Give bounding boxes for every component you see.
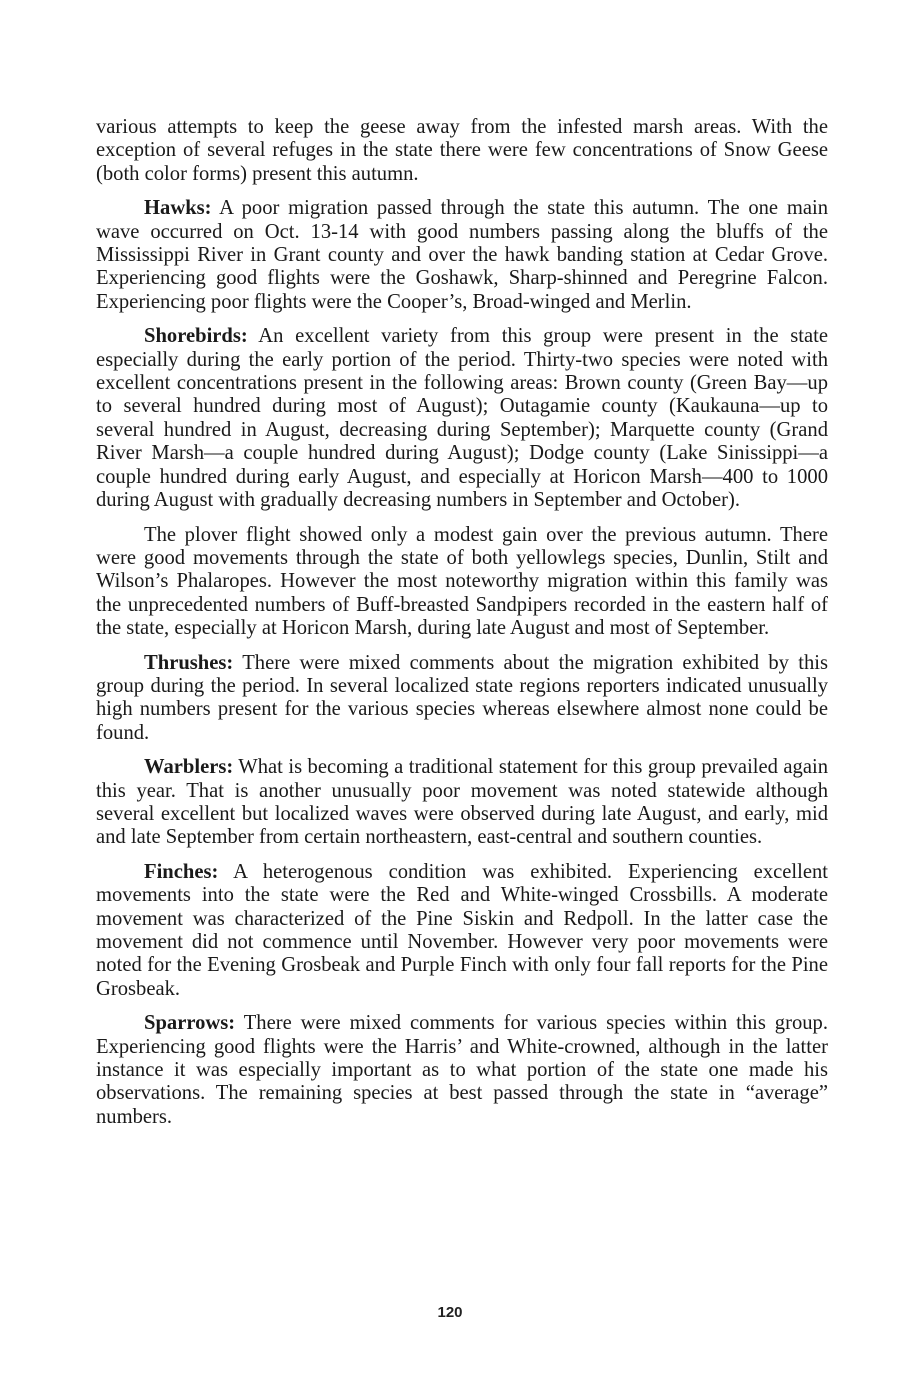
paragraph-thrushes <box>96 652 828 746</box>
heading-hawks: Hawks: <box>144 197 212 220</box>
paragraph-text: A heterogenous condition was exhibited. Experiencing excellent movements into the state were the Red and White-winged Crossbills. A moderate movement was characterized of the Pine Siskin and Redpoll. In the latter case the movement did not commence until November. However very poor movements were noted for the Evening Grosbeak and Purple Finch with only four fall reports for the Pine Grosbeak. <box>96 860 828 1000</box>
paragraph-text: various attempts to keep the geese away from the infested marsh areas. With the exception of several refuges in the state there were few concentrations of Snow Geese (both color forms) present this autumn. <box>96 116 828 185</box>
heading-finches: Finches: <box>144 860 219 883</box>
paragraph-finches <box>96 861 828 1001</box>
heading-sparrows: Sparrows: <box>144 1012 236 1035</box>
paragraph-warblers <box>96 756 828 850</box>
paragraph-text: An excellent variety from this group were present in the state especially during the early portion of the period. Thirty-two species were noted with excellent concentrations present in the following areas: Brown county (Green Bay—up to several hundred during most of August); Outagamie county (Kaukauna—up to several hundred in August, decreasing during September); Marquette county (Grand River Marsh—a couple hundred during August); Dodge county (Lake Sinissippi—a couple hundred during early August, and especially at Horicon Marsh—400 to 1000 during August with gradually decreasing numbers in September and October). <box>96 325 828 512</box>
heading-shorebirds: Shorebirds: <box>144 325 248 348</box>
heading-thrushes: Thrushes: <box>144 651 234 674</box>
paragraph-text: There were mixed comments about the migration exhibited by this group during the period. In several localized state regions reporters indicated unusually high numbers present for the various species whereas elsewhere almost none could be found. <box>96 651 828 744</box>
body-text <box>96 116 828 1129</box>
heading-warblers: Warblers: <box>144 756 234 779</box>
paragraph-text: The plover flight showed only a modest gain over the previous autumn. There were good movements through the state of both yellowlegs species, Dunlin, Stilt and Wilson’s Phalaropes. However the most noteworthy migration within this family was the unprecedented numbers of Buff-breasted Sandpipers recorded in the eastern half of the state, especially at Horicon Marsh, during late August and most of September. <box>96 523 828 640</box>
paragraph-sparrows <box>96 1012 828 1129</box>
paragraph-snow-geese <box>96 116 828 186</box>
paragraph-text: What is becoming a traditional statement for this group prevailed again this year. That is another unusually poor movement was noted statewide although several excellent but localized waves were observed during late August, and early, mid and late September from certain northeastern, east-central and southern counties. <box>96 756 828 849</box>
paragraph-hawks <box>96 197 828 314</box>
paragraph-text: A poor migration passed through the state this autumn. The one main wave occurred on Oct. 13-14 with good numbers passing along the bluffs of the Mississippi River in Grant county and over the hawk banding station at Cedar Grove. Experiencing good flights were the Goshawk, Sharp-shinned and Peregrine Falcon. Experiencing poor flights were the Cooper’s, Broad-winged and Merlin. <box>96 197 828 313</box>
paragraph-shorebirds <box>96 325 828 512</box>
paragraph-text: There were mixed comments for various species within this group. Experiencing good flights were the Harris’ and White-crowned, although in the latter instance it was especially important as to what portion of the state one made his observations. The remaining species at best passed through the state in “average” numbers. <box>96 1012 828 1128</box>
paragraph-plover <box>96 524 828 641</box>
page-number: 120 <box>437 1304 463 1321</box>
